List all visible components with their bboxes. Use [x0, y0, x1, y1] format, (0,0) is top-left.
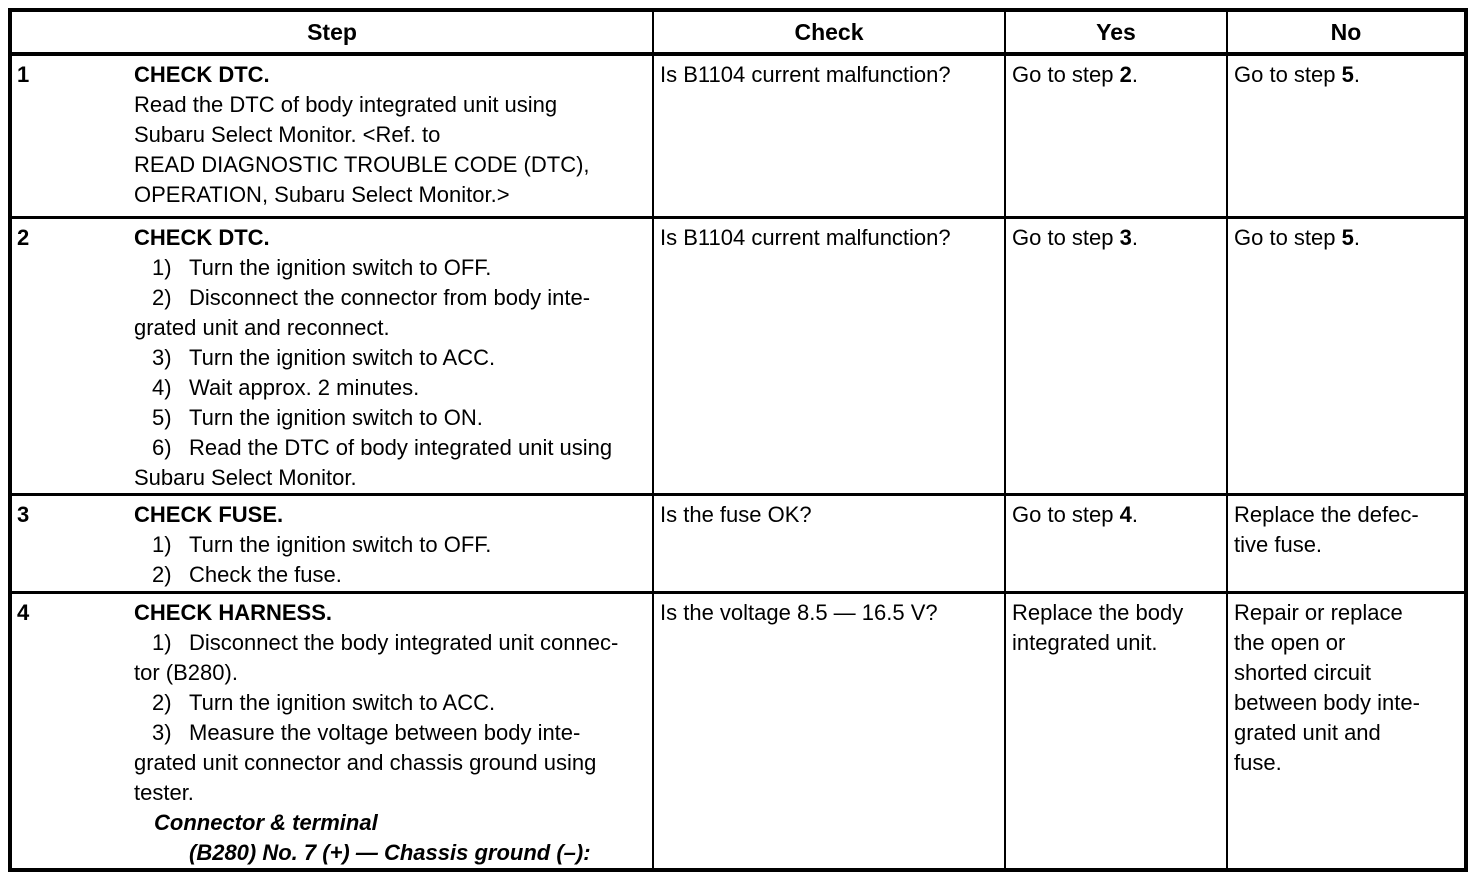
list-marker: 3)	[152, 344, 172, 370]
step-cell	[10, 494, 653, 592]
list-marker: 2)	[152, 561, 172, 587]
table-header	[10, 10, 1466, 54]
no-cell	[1227, 494, 1466, 592]
step-title: CHECK FUSE.	[134, 501, 284, 527]
no-action: shorted circuit	[1234, 659, 1371, 685]
list-marker: 2)	[152, 284, 172, 310]
column-header-no: No	[1227, 10, 1466, 54]
no-action: grated unit and	[1234, 719, 1381, 745]
list-marker: 1)	[152, 531, 172, 557]
step-line: 1) Turn the ignition switch to OFF.	[134, 253, 650, 283]
referenced-step-number: 5	[1341, 224, 1354, 250]
list-marker: 4)	[152, 374, 172, 400]
step-title: CHECK HARNESS.	[134, 599, 333, 625]
no-action: fuse.	[1234, 749, 1282, 775]
check-question: Is the fuse OK?	[660, 501, 812, 527]
step-line: 2) Disconnect the connector from body inte-	[134, 283, 650, 313]
list-marker: 1)	[152, 254, 172, 280]
yes-cell	[1005, 494, 1227, 592]
referenced-step-number: 2	[1119, 62, 1132, 87]
step-number: 1	[17, 62, 30, 87]
step-line: OPERATION, Subaru Select Monitor.>	[134, 182, 510, 207]
step-line: READ DIAGNOSTIC TROUBLE CODE (DTC),	[134, 152, 590, 177]
step-line: (B280) No. 7 (+) — Chassis ground (–):	[189, 839, 591, 865]
step-line: 1) Turn the ignition switch to OFF.	[134, 530, 650, 560]
check-question: Is B1104 current malfunction?	[660, 224, 951, 250]
no-action: Go to step 5.	[1234, 224, 1360, 250]
no-action: Go to step 5.	[1234, 62, 1360, 87]
column-header-check: Check	[653, 10, 1005, 54]
list-marker: 1)	[152, 629, 172, 655]
step-number: 4	[17, 599, 30, 625]
step-number: 2	[17, 224, 30, 250]
step-line: 4) Wait approx. 2 minutes.	[134, 373, 650, 403]
yes-action: Go to step 2.	[1012, 62, 1138, 87]
yes-action: Replace the body	[1012, 599, 1184, 625]
step-line: Read the DTC of body integrated unit using	[134, 92, 558, 117]
check-question: Is the voltage 8.5 — 16.5 V?	[660, 599, 938, 625]
step-line: 2) Turn the ignition switch to ACC.	[134, 688, 650, 718]
no-cell	[1227, 217, 1466, 494]
referenced-step-number: 3	[1119, 224, 1132, 250]
no-action: tive fuse.	[1234, 531, 1323, 557]
column-header-yes: Yes	[1005, 10, 1227, 54]
list-marker: 3)	[152, 719, 172, 745]
table-row	[10, 592, 1466, 870]
column-header-step: Step	[10, 10, 653, 54]
table-body	[10, 54, 1466, 870]
step-cell	[10, 217, 653, 494]
yes-cell	[1005, 217, 1227, 494]
table-row	[10, 54, 1466, 217]
step-line: 2) Check the fuse.	[134, 560, 650, 590]
step-line: Subaru Select Monitor. <Ref. to	[134, 122, 441, 147]
yes-cell	[1005, 54, 1227, 217]
step-line: grated unit connector and chassis ground using	[134, 749, 597, 775]
check-question: Is B1104 current malfunction?	[660, 62, 951, 87]
diagnostic-procedure-table	[8, 8, 1468, 872]
check-cell	[653, 217, 1005, 494]
step-title: CHECK DTC.	[134, 224, 270, 250]
table-row	[10, 217, 1466, 494]
step-line: grated unit and reconnect.	[134, 314, 390, 340]
no-cell	[1227, 592, 1466, 870]
list-marker: 5)	[152, 404, 172, 430]
step-line: 5) Turn the ignition switch to ON.	[134, 403, 650, 433]
step-line: tor (B280).	[134, 659, 238, 685]
step-line: tester.	[134, 779, 194, 805]
check-cell	[653, 592, 1005, 870]
step-cell	[10, 54, 653, 217]
check-cell	[653, 54, 1005, 217]
list-marker: 6)	[152, 434, 172, 460]
referenced-step-number: 5	[1341, 62, 1354, 87]
table-row	[10, 494, 1466, 592]
yes-action: Go to step 3.	[1012, 224, 1138, 250]
check-cell	[653, 494, 1005, 592]
step-line: Connector & terminal	[154, 809, 378, 835]
no-action: between body inte-	[1234, 689, 1420, 715]
step-line: 6) Read the DTC of body integrated unit using	[134, 433, 650, 463]
referenced-step-number: 4	[1119, 501, 1132, 527]
no-cell	[1227, 54, 1466, 217]
header-row	[10, 10, 1466, 54]
yes-action: Go to step 4.	[1012, 501, 1138, 527]
yes-cell	[1005, 592, 1227, 870]
step-line: 3) Turn the ignition switch to ACC.	[134, 343, 650, 373]
step-line: 3) Measure the voltage between body inte-	[134, 718, 650, 748]
yes-action: integrated unit.	[1012, 629, 1158, 655]
step-line: Subaru Select Monitor.	[134, 464, 357, 490]
step-line: 1) Disconnect the body integrated unit connec-	[134, 628, 650, 658]
no-action: Replace the defec-	[1234, 501, 1419, 527]
step-number: 3	[17, 501, 30, 527]
no-action: Repair or replace	[1234, 599, 1403, 625]
step-cell	[10, 592, 653, 870]
no-action: the open or	[1234, 629, 1346, 655]
list-marker: 2)	[152, 689, 172, 715]
step-title: CHECK DTC.	[134, 62, 270, 87]
